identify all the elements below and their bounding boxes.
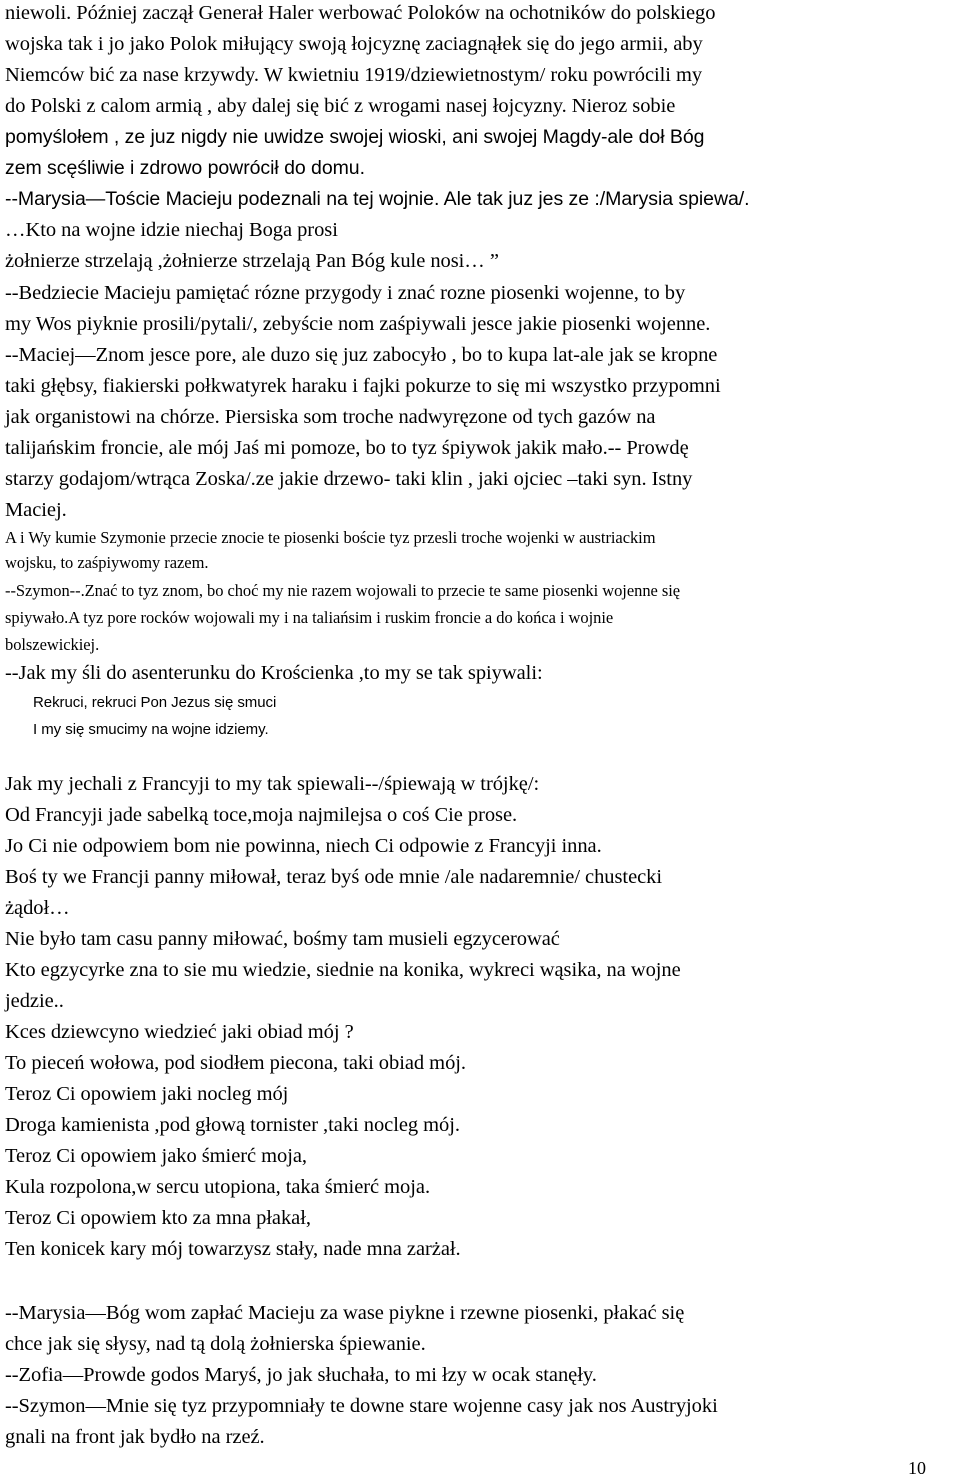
song-line: Droga kamienista ,pod głową tornister ,taki nocleg mój. <box>5 1114 460 1136</box>
text-line: --Szymon--.Znać to tyz znom, bo choć my nie razem wojowali to przecie te same piosenki wojenne się <box>5 581 681 600</box>
song-line: jedzie.. <box>5 990 64 1012</box>
song-line: Teroz Ci opowiem jaki nocleg mój <box>5 1083 289 1105</box>
song-line: Rekruci, rekruci Pon Jezus się smuci <box>33 694 277 711</box>
text-line: talijańskim froncie, ale mój Jaś mi pomoze, bo to tyz śpiywok jakik mało.-- Prowdę <box>5 437 689 459</box>
text-line: gnali na front jak bydło na rzeź. <box>5 1426 265 1448</box>
text-line: my Wos piyknie prosili/pytali/, zebyście nom zaśpiywali jesce jakie piosenki wojenne. <box>5 313 711 335</box>
song-line: To pieceń wołowa, pod siodłem piecona, taki obiad mój. <box>5 1052 466 1074</box>
text-line: pomyślołem , ze juz nigdy nie uwidze swojej wioski, ani swojej Magdy-ale doł Bóg <box>5 126 705 148</box>
text-line: taki głębsy, fiakierski połkwatyrek haraku i fajki pokurze to się mi wszystko przypomni <box>5 375 721 397</box>
text-line: --Marysia—Bóg wom zapłać Macieju za wase piykne i rzewne piosenki, płakać się <box>5 1302 685 1324</box>
song-line: Teroz Ci opowiem jako śmierć moja, <box>5 1145 308 1167</box>
text-line: niewoli. Później zaczął Generał Haler werbować Poloków na ochotników do polskiego <box>5 2 716 24</box>
text-line: zem scęśliwie i zdrowo powrócił do domu. <box>5 157 365 179</box>
song-line: żołnierze strzelają ,żołnierze strzelają Pan Bóg kule nosi… ” <box>5 250 499 272</box>
text-line: Maciej. <box>5 499 67 521</box>
song-line: Nie było tam casu panny miłować, bośmy tam musieli egzycerować <box>5 928 560 950</box>
song-line: …Kto na wojne idzie niechaj Boga prosi <box>5 219 338 241</box>
text-line: Niemców bić za nase krzywdy. W kwietniu 1919/dziewietnostym/ roku powrócili my <box>5 64 703 86</box>
song-line: Kto egzycyrke zna to sie mu wiedzie, siednie na konika, wykreci wąsika, na wojne <box>5 959 681 981</box>
text-line: do Polski z calom armią , aby dalej się bić z wrogami nasej łojcyzny. Nieroz sobie <box>5 95 676 117</box>
song-line: Kula rozpolona,w sercu utopiona, taka śmierć moja. <box>5 1176 431 1198</box>
text-line: Jak my jechali z Francyji to my tak spiewali--/śpiewają w trójkę/: <box>5 773 540 795</box>
text-line: --Jak my śli do asenterunku do Krościenka ,to my se tak spiywali: <box>5 662 543 684</box>
song-line: Ten konicek kary mój towarzysz stały, nade mna zarżał. <box>5 1238 461 1260</box>
song-line: Teroz Ci opowiem kto za mna płakał, <box>5 1207 311 1229</box>
text-line: --Bedziecie Macieju pamiętać rózne przygody i znać rozne piosenki wojenne, to by <box>5 282 686 304</box>
text-line: spiywało.A tyz pore rocków wojowali my i na taliańsim i ruskim froncie a do końca i wojnie <box>5 608 614 627</box>
song-line: żądoł… <box>5 897 70 919</box>
text-line: --Maciej—Znom jesce pore, ale duzo się juz zabocyło , bo to kupa lat-ale jak se kropne <box>5 344 718 366</box>
song-line: Kces dziewcyno wiedzieć jaki obiad mój ? <box>5 1021 354 1043</box>
text-line: chce jak się słysy, nad tą dolą żołnierska śpiewanie. <box>5 1333 426 1355</box>
song-line: Jo Ci nie odpowiem bom nie powinna, niech Ci odpowie z Francyji inna. <box>5 835 602 857</box>
text-line: starzy godajom/wtrąca Zoska/.ze jakie drzewo- taki klin , jaki ojciec –taki syn. Istny <box>5 468 693 490</box>
text-line: --Zofia—Prowde godos Maryś, jo jak słuchała, to mi łzy w ocak stanęły. <box>5 1364 597 1386</box>
song-line: Boś ty we Francji panny miłował, teraz byś ode mnie /ale nadaremnie/ chustecki <box>5 866 663 888</box>
song-line: Od Francyji jade sabelką toce,moja najmilejsa o coś Cie prose. <box>5 804 518 826</box>
song-line: I my się smucimy na wojne idziemy. <box>33 721 269 738</box>
text-line: bolszewickiej. <box>5 635 100 654</box>
text-line: A i Wy kumie Szymonie przecie znocie te piosenki boście tyz przesli troche wojenki w austriackim <box>5 528 656 547</box>
text-line: --Marysia—Toście Macieju podeznali na tej wojnie. Ale tak juz jes ze :/Marysia spiewa/. <box>5 188 750 210</box>
text-line: wojska tak i jo jako Polok miłujący swoją łojcyznę zaciagnąłek się do jego armii, aby <box>5 33 703 55</box>
text-line: --Szymon—Mnie się tyz przypomniały te downe stare wojenne casy jak nos Austryjoki <box>5 1395 718 1417</box>
text-line: wojsku, to zaśpiywomy razem. <box>5 553 209 572</box>
text-line: jak organistowi na chórze. Piersiska som troche nadwyręzone od tych gazów na <box>5 406 656 428</box>
page-number: 10 <box>908 1458 926 1478</box>
